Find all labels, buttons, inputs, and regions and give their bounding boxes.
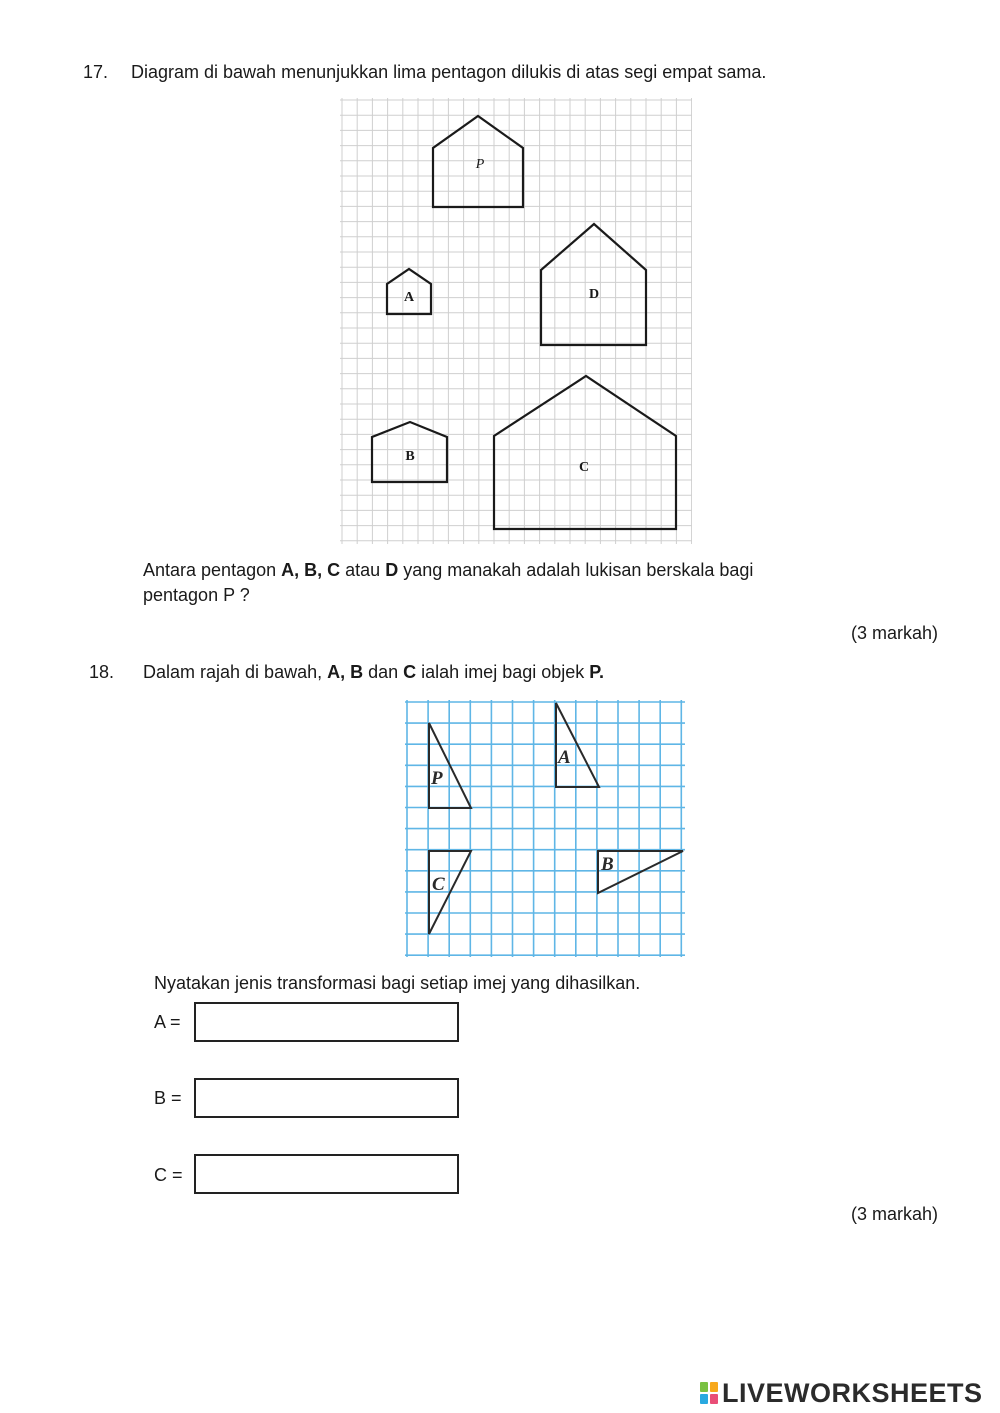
answer-label-b: B =: [154, 1088, 182, 1108]
q17-question: Antara pentagon A, B, C atau D yang manakah adalah lukisan berskala bagi: [143, 560, 754, 580]
answer-input-a[interactable]: [194, 1002, 459, 1042]
logo-text: LIVEWORKSHEETS: [722, 1377, 983, 1408]
q18-triangle-diagram: [405, 700, 685, 957]
q17-number: 17.: [83, 62, 109, 82]
pentagon-d: [541, 224, 646, 345]
q18-instruction: Nyatakan jenis transformasi bagi setiap imej yang dihasilkan.: [154, 973, 641, 993]
label-b: B: [601, 854, 614, 875]
liveworksheets-logo: [700, 1378, 983, 1408]
q17-text: Diagram di bawah menunjukkan lima pentagon dilukis di atas segi empat sama.: [131, 62, 767, 82]
q17-pentagon-diagram: [340, 98, 692, 544]
q17-marks: (3 markah): [850, 623, 938, 643]
answer-input-c[interactable]: [194, 1154, 459, 1194]
label-p: P: [475, 157, 485, 172]
label-d: D: [588, 287, 600, 302]
answer-label-a: A =: [154, 1012, 181, 1032]
label-b: B: [405, 449, 415, 464]
liveworksheets-logo-icon: [700, 1382, 718, 1404]
answer-label-c: C =: [154, 1165, 183, 1185]
logo-square-3: [700, 1394, 708, 1404]
q17-grid: [340, 98, 692, 544]
q17-question-line2: pentagon P ?: [143, 585, 250, 605]
label-c: C: [432, 874, 445, 895]
logo-square-1: [700, 1382, 708, 1392]
q18-number: 18.: [89, 662, 115, 682]
logo-square-4: [710, 1394, 718, 1404]
q18-marks: (3 markah): [850, 1204, 938, 1224]
logo-square-2: [710, 1382, 718, 1392]
q18-text: Dalam rajah di bawah, A, B dan C ialah imej bagi objek P.: [143, 662, 604, 682]
label-p: P: [431, 768, 443, 789]
label-a: A: [558, 747, 571, 768]
label-c: C: [578, 460, 590, 475]
answer-input-b[interactable]: [194, 1078, 459, 1118]
label-a: A: [403, 290, 415, 305]
